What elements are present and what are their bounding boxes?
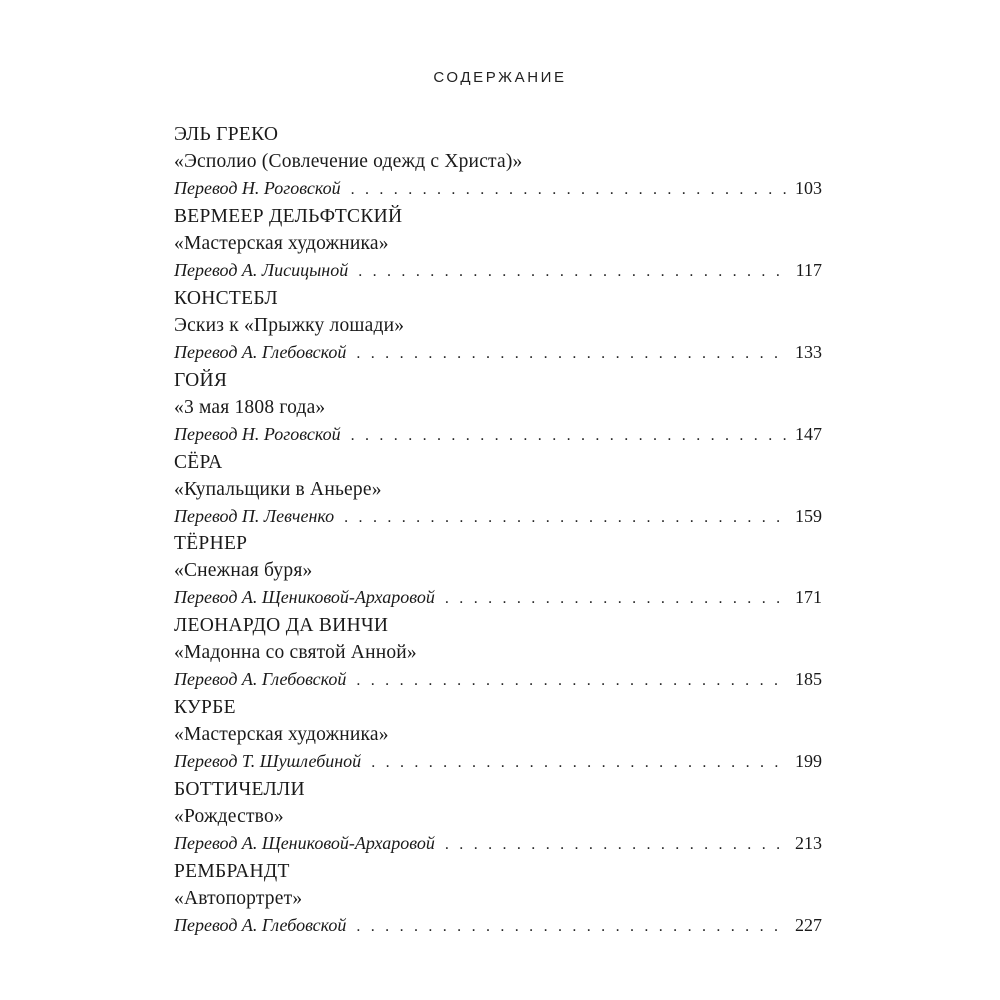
translator-credit: Перевод Н. Роговской <box>174 423 341 444</box>
work-title: «Купальщики в Аньере» <box>174 478 382 500</box>
artist-name: РЕМБРАНДТ <box>174 861 290 883</box>
translator-line <box>174 257 822 284</box>
toc-entry <box>174 694 822 776</box>
translator-line <box>174 830 822 857</box>
artist-name: ЛЕОНАРДО ДА ВИНЧИ <box>174 615 389 637</box>
toc-entry <box>174 612 822 694</box>
dot-leader <box>351 176 787 203</box>
work-title: Эскиз к «Прыжку лошади» <box>174 314 405 336</box>
artist-name: КУРБЕ <box>174 697 236 719</box>
page-number: 185 <box>795 669 822 690</box>
translator-credit: Перевод Т. Шушлебиной <box>174 751 362 772</box>
work-title: «Снежная буря» <box>174 560 313 582</box>
translator-credit: Перевод А. Лисицыной <box>174 259 349 280</box>
work-title: «Мастерская художника» <box>174 232 389 254</box>
toc-entry <box>174 858 822 940</box>
work-title: «3 мая 1808 года» <box>174 396 326 418</box>
dot-leader <box>358 258 787 285</box>
page-number: 171 <box>795 587 822 608</box>
dot-leader <box>356 913 787 940</box>
work-title: «Мадонна со святой Анной» <box>174 642 417 664</box>
dot-leader <box>445 585 787 612</box>
work-title: «Автопортрет» <box>174 888 303 910</box>
page-number: 213 <box>795 833 822 854</box>
artist-name: ВЕРМЕЕР ДЕЛЬФТСКИЙ <box>174 205 403 227</box>
page-number: 103 <box>795 178 822 198</box>
work-title: «Рождество» <box>174 806 284 828</box>
toc-entry <box>174 449 822 531</box>
dot-leader <box>344 504 787 531</box>
page-title: СОДЕРЖАНИЕ <box>433 69 567 86</box>
work-title: «Эсполио (Совлечение одежд с Христа)» <box>174 151 523 172</box>
dot-leader <box>356 340 787 367</box>
artist-name: КОНСТЕБЛ <box>174 287 278 309</box>
work-title: «Мастерская художника» <box>174 724 389 746</box>
translator-credit: Перевод А. Глебовской <box>174 341 347 362</box>
translator-credit: Перевод А. Глебовской <box>174 915 347 936</box>
dot-leader <box>445 831 787 858</box>
artist-name: СЁРА <box>174 451 223 473</box>
artist-name: ЭЛЬ ГРЕКО <box>174 124 279 145</box>
dot-leader <box>371 749 787 776</box>
toc-entry <box>174 121 822 203</box>
page-number: 159 <box>795 505 822 526</box>
page-number: 199 <box>795 751 822 772</box>
page-number: 227 <box>795 915 822 936</box>
artist-name: ТЁРНЕР <box>174 533 248 555</box>
toc-entry <box>174 367 822 449</box>
translator-line <box>174 503 822 530</box>
translator-line <box>174 584 822 611</box>
artist-name: ГОЙЯ <box>174 369 228 391</box>
translator-credit: Перевод А. Щениковой-Архаровой <box>174 833 435 854</box>
translator-line <box>174 912 822 939</box>
translator-line <box>174 748 822 775</box>
translator-credit: Перевод Н. Роговской <box>174 178 341 198</box>
translator-credit: Перевод А. Глебовской <box>174 669 347 690</box>
page-number: 147 <box>795 423 822 444</box>
toc-entry <box>174 776 822 858</box>
translator-line <box>174 666 822 693</box>
page-number: 117 <box>795 259 822 280</box>
translator-line <box>174 339 822 366</box>
toc-entry <box>174 530 822 612</box>
toc-entry <box>174 203 822 285</box>
translator-line <box>174 421 822 448</box>
translator-credit: Перевод А. Щениковой-Архаровой <box>174 587 435 608</box>
artist-name: БОТТИЧЕЛЛИ <box>174 779 305 801</box>
translator-credit: Перевод П. Левченко <box>174 505 335 526</box>
dot-leader <box>356 667 787 694</box>
dot-leader <box>351 422 787 449</box>
toc-entry <box>174 285 822 367</box>
page-number: 133 <box>795 341 822 362</box>
toc-list <box>174 121 822 940</box>
translator-line <box>174 175 822 202</box>
